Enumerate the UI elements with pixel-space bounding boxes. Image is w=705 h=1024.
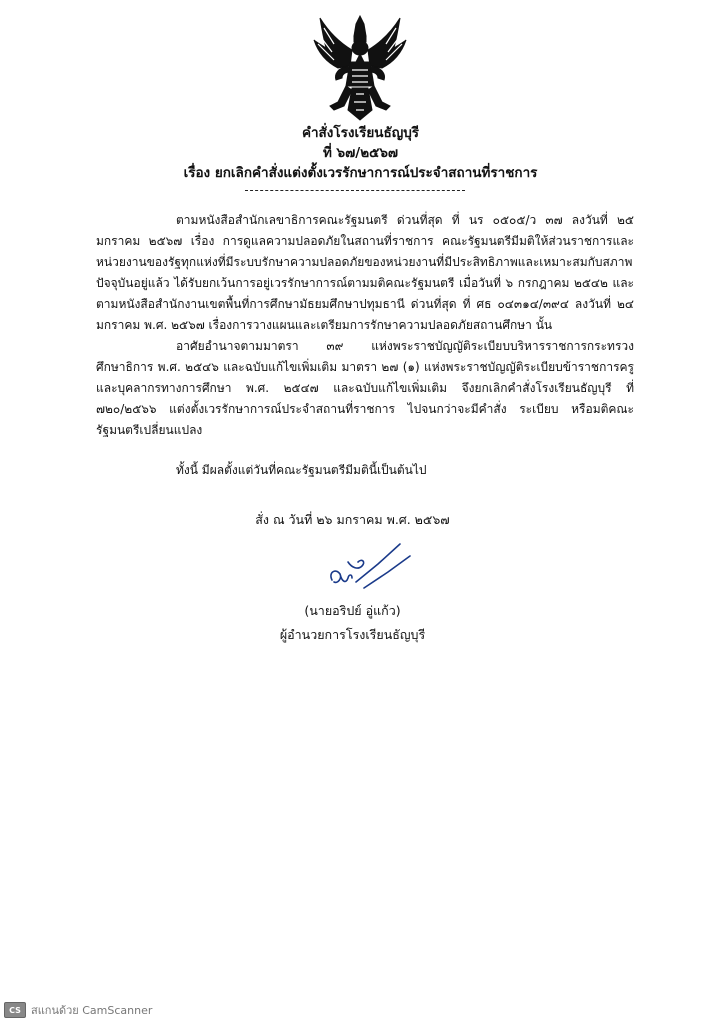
order-date: สั่ง ณ วันที่ ๒๖ มกราคม พ.ศ. ๒๕๖๗ bbox=[255, 512, 450, 527]
order-title: คำสั่งโรงเรียนธัญบุรี bbox=[301, 125, 420, 141]
order-subject: เรื่อง ยกเลิกคำสั่งแต่งตั้งเวรรักษาการณ์ประจำสถานที่ราชการ bbox=[183, 165, 538, 181]
order-body bbox=[96, 210, 634, 441]
order-number: ที่ ๖๗/๒๕๖๗ bbox=[322, 145, 399, 161]
signer-position: ผู้อำนวยการโรงเรียนธัญบุรี bbox=[279, 627, 426, 642]
signer-name: (นายอริปย์ อู่แก้ว) bbox=[304, 603, 401, 618]
effective-clause: ทั้งนี้ มีผลตั้งแต่วันที่คณะรัฐมนตรีมีมตินี้เป็นต้นไป bbox=[176, 463, 427, 477]
garuda-emblem-icon bbox=[312, 14, 408, 122]
camscanner-watermark bbox=[4, 1002, 152, 1018]
paragraph-authority: อาศัยอำนาจตามมาตรา ๓๙ แห่งพระราชบัญญัติระเบียบบริหารราชการกระทรวงศึกษาธิการ พ.ศ. ๒๕๔๖ และฉบับแก้ไขเพิ่มเติม มาตรา ๒๗ (๑) แห่งพระราชบัญญัติระเบียบข้าราชการครูและบุคลากรทางการศึกษา พ.ศ. ๒๕๔๗ และฉบับแก้ไขเพิ่มเติม จึงยกเลิกคำสั่งโรงเรียนธัญบุรี ที่ ๗๒๐/๒๕๖๖ แต่งตั้งเวรรักษาการณ์ประจำสถานที่ราชการ ไปจนกว่าจะมีคำสั่ง ระเบียบ หรือมติคณะรัฐมนตรีเปลี่ยนแปลง bbox=[96, 339, 634, 437]
header-divider bbox=[245, 190, 465, 191]
camscanner-logo-icon: CS bbox=[4, 1002, 26, 1018]
handwritten-signature-icon bbox=[318, 538, 418, 598]
paragraph-reference: ตามหนังสือสำนักเลขาธิการคณะรัฐมนตรี ด่วนที่สุด ที่ นร ๐๕๐๕/ว ๓๗ ลงวันที่ ๒๕ มกราคม ๒๕๖๗ เรื่อง การดูแลความปลอดภัยในสถานที่ราชการ คณะรัฐมนตรีมีมติให้ส่วนราชการและหน่วยงานของรัฐทุกแห่งที่มีระบบรักษาความปลอดภัยของหน่วยงานที่มีประสิทธิภาพและเหมาะสมกับสภาพปัจจุบันอยู่แล้ว ได้รับยกเว้นการอยู่เวรรักษาการณ์ตามมติคณะรัฐมนตรี เมื่อวันที่ ๖ กรกฎาคม ๒๕๔๒ และตามหนังสือสำนักงานเขตพื้นที่การศึกษามัธยมศึกษาปทุมธานี ด่วนที่สุด ที่ ศธ ๐๔๓๑๔/๓๙๔ ลงวันที่ ๒๔ มกราคม พ.ศ. ๒๕๖๗ เรื่องการวางแผนและเตรียมการรักษาความปลอดภัยสถานศึกษา นั้น bbox=[96, 213, 634, 332]
camscanner-text: สแกนด้วย CamScanner bbox=[31, 1004, 153, 1017]
